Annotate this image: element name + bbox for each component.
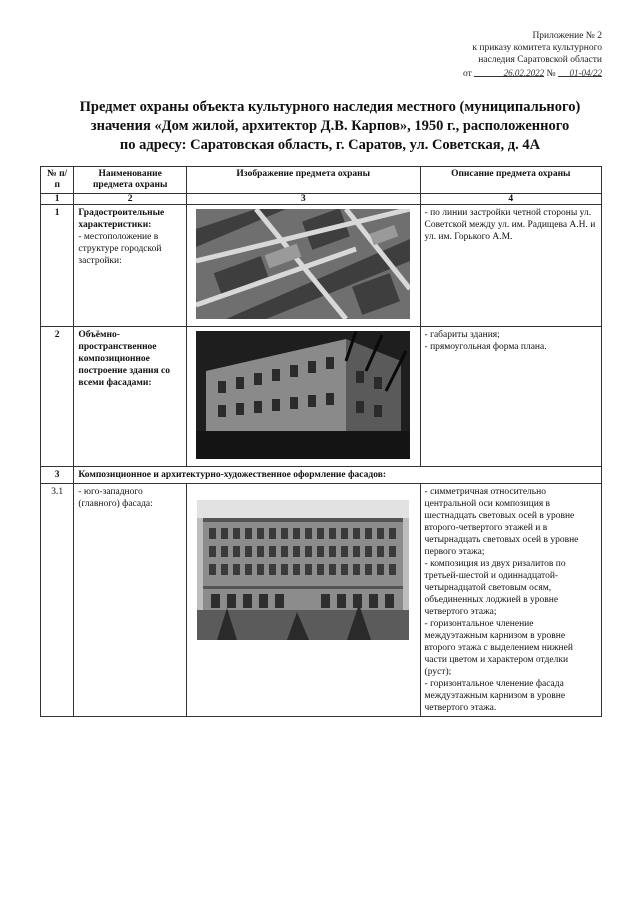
table-header-row [41,167,602,194]
column-index-row [41,194,602,205]
row-desc [420,327,601,467]
row-name [74,484,187,717]
aerial-photo-image [196,209,410,319]
header-image: Изображение предмета охраны [186,167,420,194]
header-num: № п/п [41,167,74,194]
row-name-text: - юго-западного (главного) фасада: [78,487,153,509]
desc-item: - по линии застройки четной стороны ул. Советской между ул. им. Радищева А.Н. и ул. им. Горького А.М. [424,208,596,242]
title-line-2: значения «Дом жилой, архитектор Д.В. Карпов», 1950 г., расположенного [90,118,570,134]
desc-item: - прямоугольная форма плана. [424,342,547,352]
appendix-date-line [463,67,602,80]
column-index: 3 [186,194,420,205]
row-number: 2 [41,327,74,467]
date-handwritten: 26.02.2022 [503,68,545,78]
from-label: от [463,69,472,79]
table-row [41,327,602,467]
table-row [41,484,602,717]
column-index: 1 [41,194,74,205]
appendix-line-1: Приложение № 2 [532,31,602,41]
row-number: 3.1 [41,484,74,717]
table-row [41,205,602,327]
document-title [40,98,620,155]
desc-item: - композиция из двух ризалитов по третьей-шестой и одиннадцатой-четырнадцатой световым осям, объединенных лоджией в уровне четвертого этажа; [424,559,566,617]
number-handwritten: 01-04/22 [569,68,602,78]
row-number: 1 [41,205,74,327]
desc-item: - горизонтальное членение фасада междуэтажным карнизом в уровне четвертого этажа. [424,679,566,713]
title-line-3: по адресу: Саратовская область, г. Саратов, ул. Советская, д. 4А [119,137,541,153]
section-heading: Композиционное и архитектурно-художественное оформление фасадов: [74,467,602,484]
header-name: Наименование предмета охраны [74,167,187,194]
row-name [74,205,187,327]
row-image-cell [186,205,420,327]
row-name [74,327,187,467]
facade-photo-image [197,500,409,640]
title-line-1: Предмет охраны объекта культурного наследия местного (муниципального) [79,99,581,115]
row-image-cell [186,484,420,717]
row-desc [420,205,601,327]
building-perspective-photo-image [196,331,410,459]
desc-item: - горизонтальное членение междуэтажным карнизом в уровне второго этажа с выделением нижней части цветом и характером отделки (руст); [424,619,573,677]
date-field [474,67,544,77]
row-name-bold: Градостроительные характеристики: [78,208,165,230]
protection-table [40,166,602,717]
row-name-text: - местоположение в структуре городской застройки: [78,232,162,266]
number-field [558,67,602,77]
table-row-section [41,467,602,484]
appendix-line-3: наследия Саратовской области [478,55,602,65]
desc-item: - габариты здания; [424,330,500,340]
column-index: 4 [420,194,601,205]
row-number: 3 [41,467,74,484]
header-desc: Описание предмета охраны [420,167,601,194]
appendix-line-2: к приказу комитета культурного [472,43,602,53]
number-label: № [546,69,556,79]
desc-item: - симметричная относительно центральной оси композиция в шестнадцать световых осей в уровне второго-четвертого этажей и в четырнадцать световых осей в уровне первого этажа; [424,487,579,557]
appendix-header [463,30,602,80]
row-desc [420,484,601,717]
row-name-bold: Объёмно-пространственное композиционное построение здания со всеми фасадами: [78,330,171,388]
column-index: 2 [74,194,187,205]
row-image-cell [186,327,420,467]
